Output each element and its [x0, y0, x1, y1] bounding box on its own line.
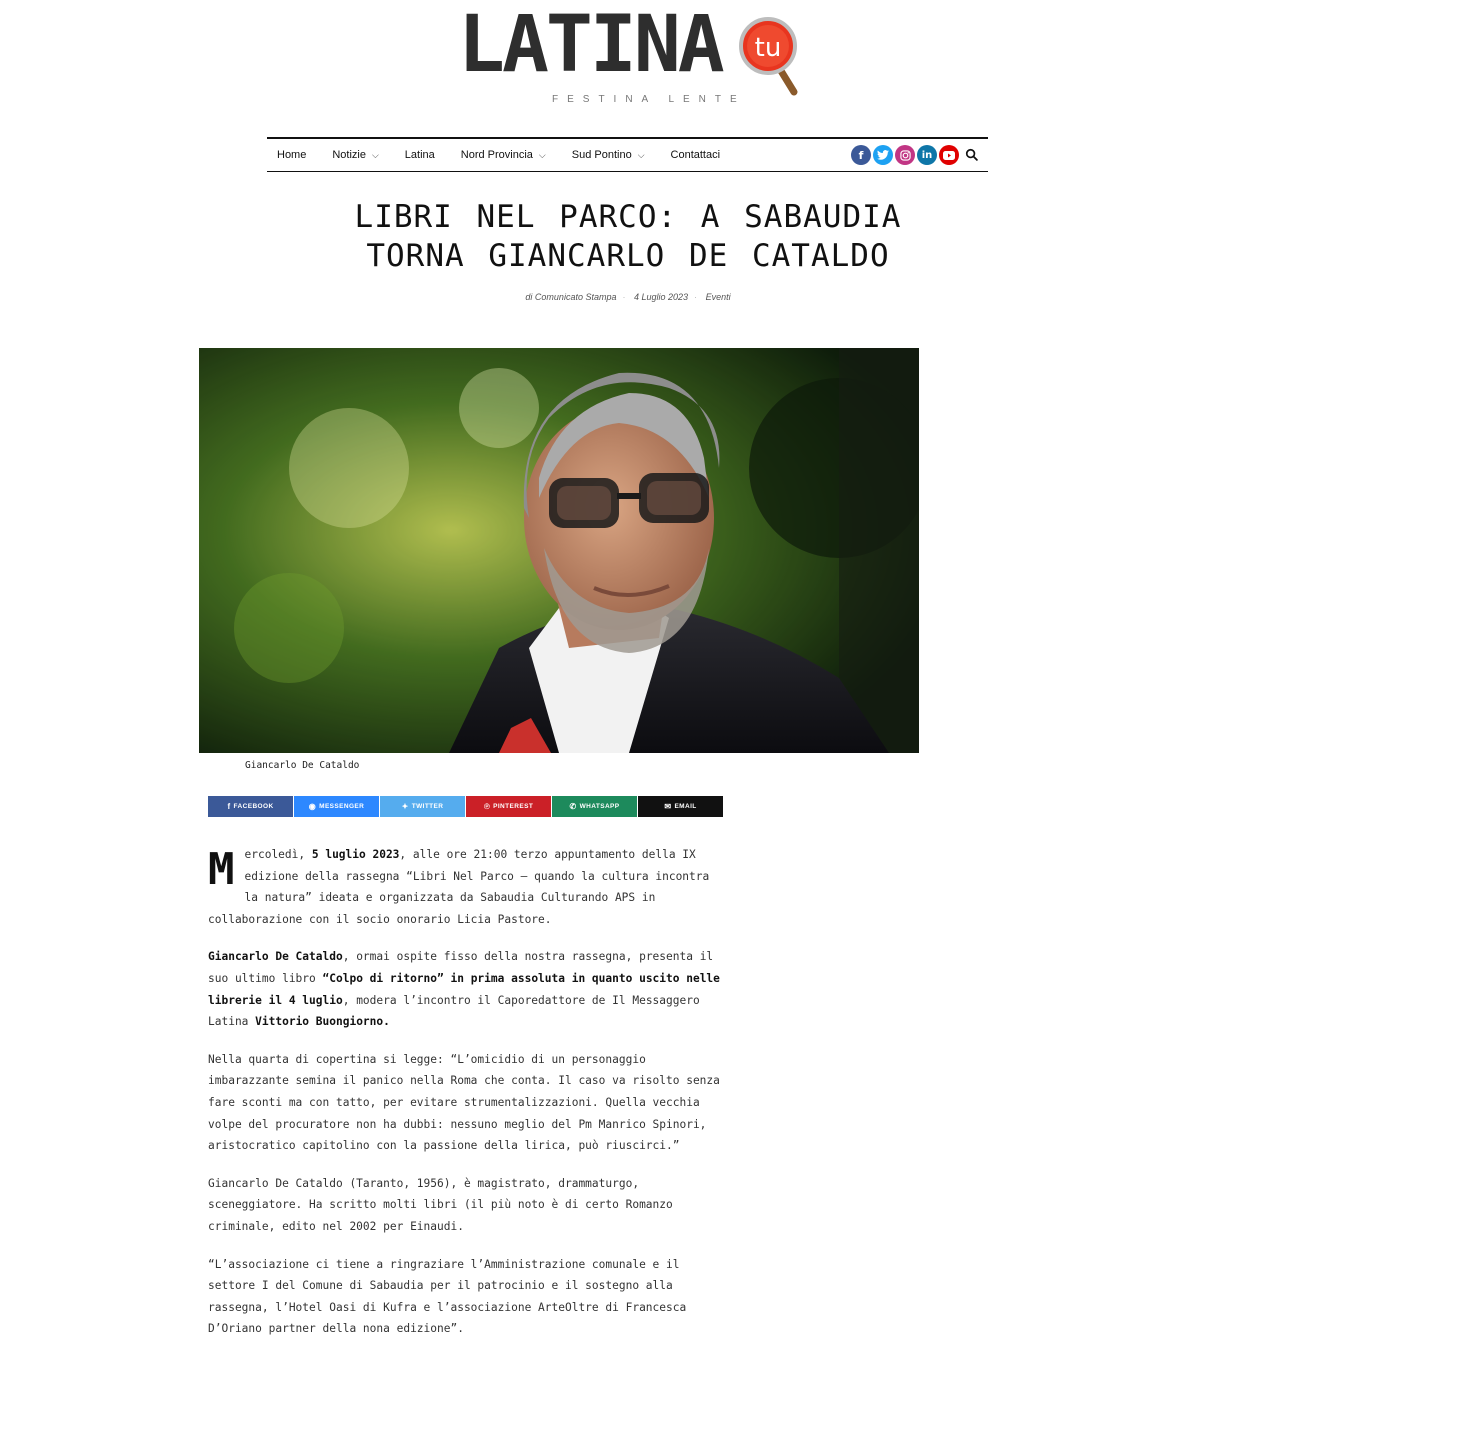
separator: · [622, 292, 626, 302]
chevron-down-icon: ⌵ [538, 149, 546, 160]
site-logo[interactable] [456, 0, 806, 110]
twitter-icon: ✦ [401, 802, 409, 811]
text: , modera l’incontro il Caporedattore de Il Messaggero Latina [208, 993, 700, 1029]
share-label: EMAIL [674, 803, 697, 810]
book-title: “Colpo di ritorno” in prima assoluta in quanto uscito nelle librerie il 4 luglio [208, 971, 720, 1007]
author-name: Giancarlo De Cataldo [208, 950, 343, 964]
facebook-icon: f [227, 802, 231, 811]
nav-item-latina[interactable] [405, 149, 435, 161]
paragraph-5: “L’associazione ci tiene a ringraziare l’Amministrazione comunale e il settore I del Comune di Sabaudia per il patrocinio e il sostegno alla rassegna, l’Hotel Oasi di Kufra e l’associazione ArteOltre di Francesca D’Oriano partner della nona edizione”. [208, 1257, 687, 1336]
email-icon: ✉ [664, 802, 672, 811]
nav-item-notizie[interactable] [332, 149, 378, 161]
text: ercoledì, [244, 848, 312, 861]
separator: · [694, 292, 698, 302]
paragraph-4: Giancarlo De Cataldo (Taranto, 1956), è magistrato, drammaturgo, sceneggiatore. Ha scritto molti libri (il più noto è di certo Romanzo criminale, edito nel 2002 per Einaudi. [208, 1176, 673, 1233]
article-title: LIBRI NEL PARCO: A SABAUDIA TORNA GIANCARLO DE CATALDO [354, 199, 902, 274]
chevron-down-icon: ⌵ [637, 149, 645, 160]
nav-item-home[interactable] [277, 149, 306, 161]
share-messenger-button[interactable] [294, 796, 379, 817]
share-label: PINTEREST [493, 803, 534, 810]
moderator-name: Vittorio Buongiorno. [255, 1015, 390, 1029]
share-facebook-button[interactable] [208, 796, 293, 817]
main-nav [267, 137, 988, 172]
magnifier-icon [738, 14, 800, 100]
share-label: MESSENGER [319, 803, 365, 810]
article-meta [420, 292, 836, 302]
share-email-button[interactable] [638, 796, 723, 817]
share-twitter-button[interactable] [380, 796, 465, 817]
event-date: 5 luglio 2023 [311, 848, 400, 861]
nav-label: Contattaci [670, 149, 721, 161]
share-label: WHATSAPP [579, 803, 620, 810]
article-date: 4 Luglio 2023 [633, 292, 689, 302]
nav-item-contattaci[interactable] [671, 149, 721, 161]
messenger-icon: ◉ [308, 802, 317, 811]
logo-badge: tu [754, 33, 782, 63]
share-whatsapp-button[interactable] [552, 796, 637, 817]
instagram-icon[interactable] [895, 145, 915, 165]
paragraph-2 [208, 946, 724, 1032]
whatsapp-icon: ✆ [569, 802, 577, 811]
drop-cap: M [208, 844, 235, 895]
social-links [849, 145, 979, 165]
portrait-photo [199, 348, 919, 753]
facebook-icon[interactable]: f [851, 145, 871, 165]
logo-tagline: FESTINA LENTE [552, 94, 746, 105]
share-label: FACEBOOK [233, 803, 274, 810]
nav-label: Home [277, 149, 307, 161]
pinterest-icon: ℗ [483, 802, 491, 811]
nav-item-sud-pontino[interactable] [572, 149, 645, 161]
nav-label: Nord Provincia [460, 149, 533, 161]
nav-item-nord-provincia[interactable] [461, 149, 546, 161]
image-caption: Giancarlo De Cataldo [245, 760, 360, 771]
chevron-down-icon: ⌵ [371, 149, 379, 160]
paragraph-3: Nella quarta di copertina si legge: “L’omicidio di un personaggio imbarazzante semina il panico nella Roma che conta. Il caso va risolto senza fare sconti ma con tatto, per evitare strumentalizzazioni. Quella vecchia volpe del procuratore non ha dubbi: nessuno meglio del Pm Manrico Spinori, aristocratico capitolino con la passione della lirica, può riuscirci.” [208, 1052, 720, 1153]
text: , alle ore 21:00 terzo appuntamento della IX edizione della rassegna “Libri Nel Parco – quando la cultura incontra la natura” ideata e organizzata da Sabaudia Culturando APS in collaborazione con il socio onorario Licia Pastore. [208, 848, 710, 926]
logo-wordmark: LATINA [458, 0, 722, 90]
nav-label: Latina [404, 149, 435, 161]
article-category[interactable]: Eventi [705, 292, 731, 302]
article-author[interactable]: di Comunicato Stampa [525, 292, 617, 302]
twitter-icon[interactable] [873, 145, 893, 165]
article-image [199, 348, 919, 753]
nav-label: Sud Pontino [571, 149, 632, 161]
youtube-icon[interactable] [939, 145, 959, 165]
linkedin-icon[interactable]: in [917, 145, 937, 165]
share-label: TWITTER [411, 803, 444, 810]
paragraph-1 [208, 844, 724, 930]
nav-label: Notizie [332, 149, 366, 161]
share-bar [208, 796, 724, 817]
search-icon[interactable] [965, 148, 979, 162]
share-pinterest-button[interactable] [466, 796, 551, 817]
article-body [208, 844, 724, 1356]
text: , ormai ospite fisso della nostra rassegna, presenta il suo ultimo libro [208, 950, 714, 985]
